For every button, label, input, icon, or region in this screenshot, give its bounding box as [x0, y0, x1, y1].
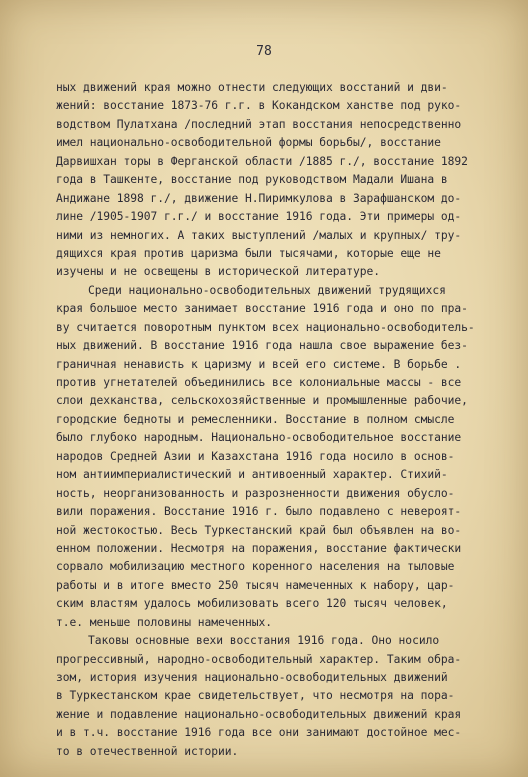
paragraph	[56, 632, 516, 761]
body-text	[56, 79, 516, 761]
text-line: то в отечественной истории.	[56, 744, 239, 758]
text-line: городские бедноты и ремесленники. Восстание в полном смысле	[56, 412, 455, 426]
text-line: прогрессивный, народно-освободительный характер. Таким обра-	[56, 652, 462, 666]
text-line: Среди национально-освободительных движений трудящихся	[88, 283, 446, 297]
text-line: Таковы основные вехи восстания 1916 года. Оно носило	[88, 634, 440, 648]
text-line: Дарвишхан торы в Ферганской области /1885 г./, восстание 1892	[56, 154, 468, 168]
text-line: ними из немногих. А таких выступлений /малых и крупных/ тру-	[56, 228, 462, 242]
text-line: дящихся края против царизма были тысячами, которые еще не	[56, 246, 441, 260]
text-line: ву считается поворотным пунктом всех национально-освободитель-	[56, 320, 475, 334]
text-line: лине /1905-1907 г.г./ и восстание 1916 года. Эти примеры од-	[56, 210, 462, 224]
text-line: имел национально-освободительной формы борьбы/, восстание	[56, 136, 441, 150]
page-number: 78	[256, 44, 272, 59]
text-line: края большое место занимает восстание 1916 года и оно по пра-	[56, 302, 468, 316]
text-line: ским властям удалось мобилизовать всего 120 тысяч человек,	[56, 597, 448, 611]
text-line: граничная ненависть к царизму и всей его системе. В борьбе .	[56, 357, 462, 371]
text-line: было глубоко народным. Национально-освободительное восстание	[56, 431, 462, 445]
paragraph	[56, 282, 516, 632]
text-line: против угнетателей объединились все колониальные массы - все	[56, 376, 462, 389]
text-line: енном положении. Несмотря на поражения, восстание фактически	[56, 541, 462, 555]
text-line: Андижане 1898 г./, движение Н.Пиримкулова в Зарафшанском до-	[56, 191, 462, 205]
text-line: в Туркестанском крае свидетельствует, что несмотря на пора-	[56, 689, 455, 703]
text-line: ном антиимпериалистический и антивоенный характер. Стихий-	[56, 468, 448, 482]
text-line: народов Средней Азии и Казахстана 1916 года носило в основ-	[56, 449, 455, 463]
text-line: жений: восстание 1873-76 г.г. в Кокандском ханстве под руко-	[56, 99, 462, 113]
text-line: жение и подавление национально-освободительных движений края	[56, 707, 462, 721]
text-line: зом, история изучения национально-освободительных движений	[56, 671, 448, 684]
text-line: и в т.ч. восстание 1916 года все они занимают достойное мес-	[56, 726, 462, 740]
text-line: ность, неорганизованность и разрозненности движения обуслo-	[56, 486, 455, 500]
text-line: слои дехканства, сельскохозяйственные и промышленные рабочие,	[56, 394, 468, 408]
text-line: изучены и не освещены в исторической литературе.	[56, 265, 381, 279]
text-line: сорвало мобилизацию местного коренного населения на тыловые	[56, 560, 455, 574]
text-line: ных движений. В восстание 1916 года нашла свое выражение без-	[56, 339, 468, 353]
text-line: работы и в итоге вместо 250 тысяч намеченных к набору, цар-	[56, 578, 455, 592]
text-line: т.е. меньше половины намеченных.	[56, 615, 273, 629]
text-line: водством Пулатхана /последний этап восстания непосредственно	[56, 117, 462, 131]
text-line: года в Ташкенте, восстание под руководством Мадали Ишана в	[56, 173, 448, 187]
text-line: вили поражения. Восстание 1916 г. было подавлено с невероят-	[56, 505, 462, 519]
paragraph	[56, 79, 516, 282]
text-line: ных движений края можно отнести следующих восстаний и дви-	[56, 81, 448, 94]
text-line: ной жестокостью. Весь Туркестанский край был объявлен на во-	[56, 523, 462, 537]
